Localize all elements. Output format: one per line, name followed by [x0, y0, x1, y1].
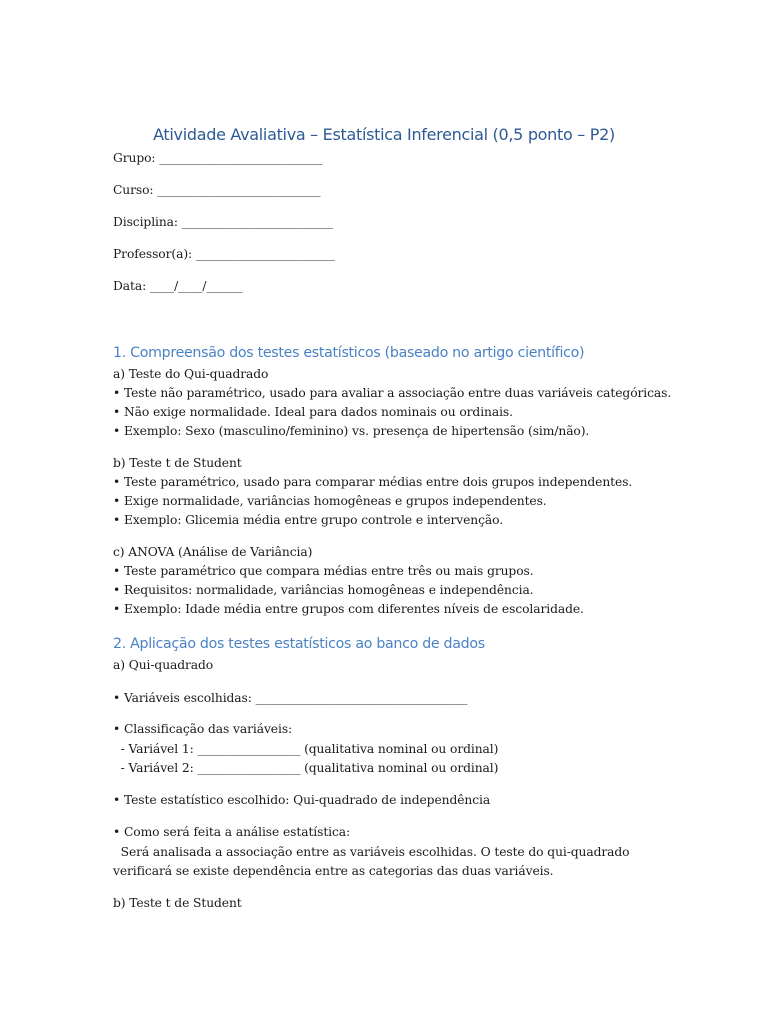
section-1c-bullet: • Teste paramétrico que compara médias entre três ou mais grupos. — [113, 564, 534, 578]
section-1a-title: a) Teste do Qui-quadrado — [113, 367, 269, 381]
section-1c-title: c) ANOVA (Análise de Variância) — [113, 545, 313, 559]
section-1a-bullet: • Teste não paramétrico, usado para avaliar a associação entre duas variáveis categóricas. — [113, 386, 672, 400]
section-2b-title: b) Teste t de Student — [113, 896, 242, 910]
variavel-2-field: - Variável 2: _________________ (qualitativa nominal ou ordinal) — [113, 761, 499, 775]
section-1-heading: 1. Compreensão dos testes estatísticos (baseado no artigo científico) — [113, 345, 585, 361]
classificacao-label: • Classificação das variáveis: — [113, 722, 293, 736]
disciplina-field: Disciplina: _________________________ — [113, 215, 333, 229]
analise-label: • Como será feita a análise estatística: — [113, 825, 351, 839]
section-2a-title: a) Qui-quadrado — [113, 658, 214, 672]
variaveis-escolhidas-field: • Variáveis escolhidas: ___________________________________ — [113, 691, 468, 705]
section-1b-bullet: • Exemplo: Glicemia média entre grupo controle e intervenção. — [113, 513, 504, 527]
analise-text-line: Será analisada a associação entre as variáveis escolhidas. O teste do qui-quadrado — [113, 845, 630, 859]
variavel-1-field: - Variável 1: _________________ (qualitativa nominal ou ordinal) — [113, 742, 499, 756]
section-1b-bullet: • Exige normalidade, variâncias homogêneas e grupos independentes. — [113, 494, 547, 508]
section-1b-title: b) Teste t de Student — [113, 456, 242, 470]
curso-field: Curso: ___________________________ — [113, 183, 321, 197]
grupo-field: Grupo: ___________________________ — [113, 151, 323, 165]
teste-escolhido-text: • Teste estatístico escolhido: Qui-quadrado de independência — [113, 793, 491, 807]
section-1c-bullet: • Requisitos: normalidade, variâncias homogêneas e independência. — [113, 583, 534, 597]
page-title: Atividade Avaliativa – Estatística Inferencial (0,5 ponto – P2) — [153, 125, 615, 144]
section-1b-bullet: • Teste paramétrico, usado para comparar médias entre dois grupos independentes. — [113, 475, 633, 489]
data-field: Data: ____/____/______ — [113, 279, 243, 293]
section-1c-bullet: • Exemplo: Idade média entre grupos com diferentes níveis de escolaridade. — [113, 602, 584, 616]
section-1a-bullet: • Não exige normalidade. Ideal para dados nominais ou ordinais. — [113, 405, 513, 419]
section-2-heading: 2. Aplicação dos testes estatísticos ao banco de dados — [113, 636, 485, 652]
section-1a-bullet: • Exemplo: Sexo (masculino/feminino) vs. presença de hipertensão (sim/não). — [113, 424, 590, 438]
analise-text-line: verificará se existe dependência entre as categorias das duas variáveis. — [113, 864, 554, 878]
professor-field: Professor(a): _______________________ — [113, 247, 335, 261]
